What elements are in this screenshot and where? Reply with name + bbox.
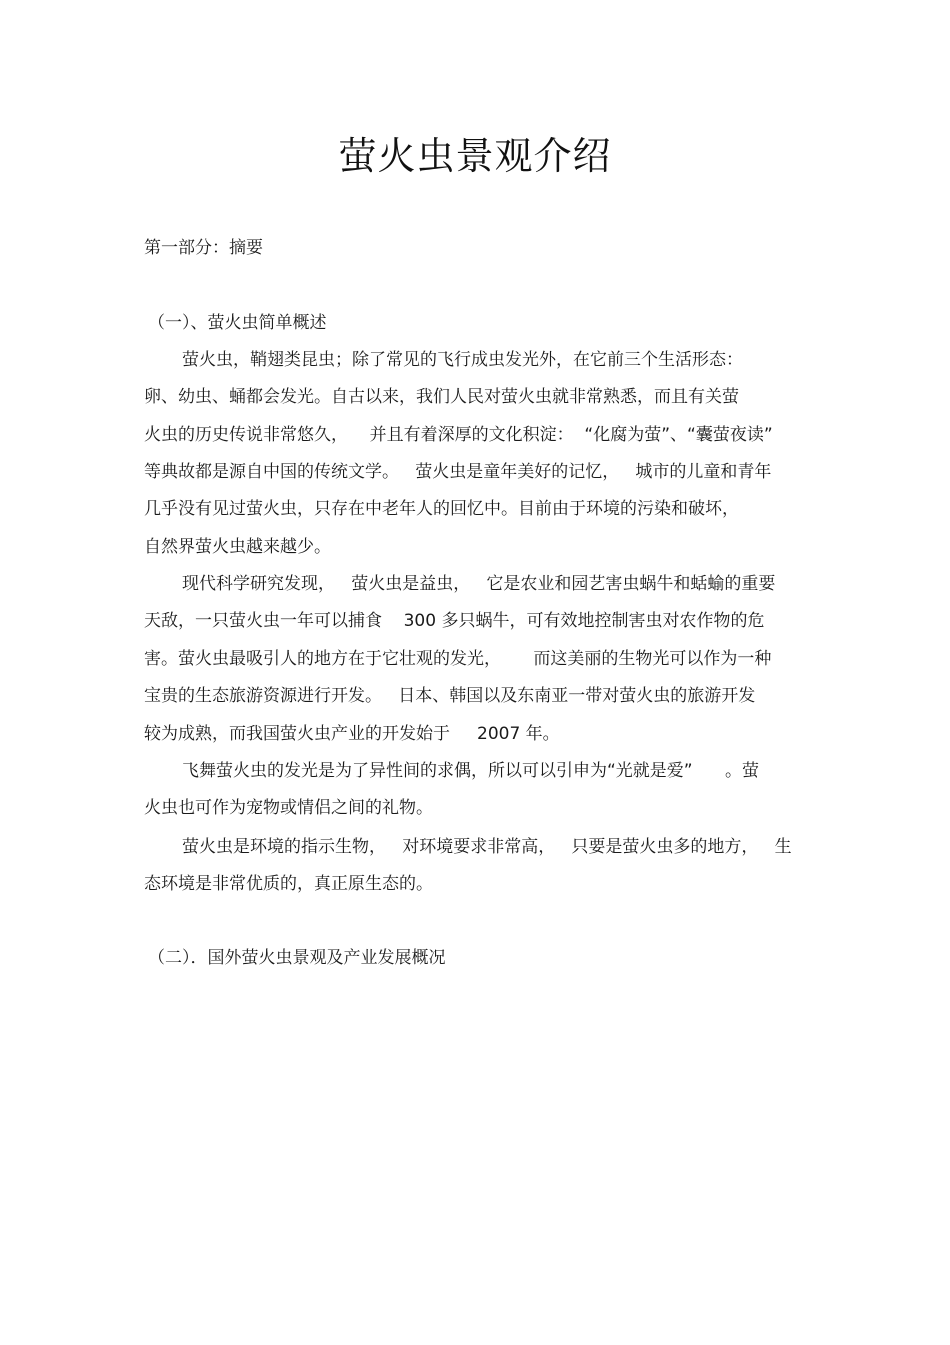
paragraph-line: 等典故都是源自中国的传统文学。 萤火虫是童年美好的记忆， 城市的儿童和青年	[144, 462, 772, 482]
paragraph-line: 自然界萤火虫越来越少。	[144, 537, 331, 557]
paragraph-line: 几乎没有见过萤火虫，只存在中老年人的回忆中。目前由于环境的污染和破坏，	[144, 499, 739, 519]
section-heading-1: （一）、萤火虫简单概述	[148, 313, 327, 333]
paragraph-line: 天敌，一只萤火虫一年可以捕食 300 多只蜗牛，可有效地控制害虫对农作物的危	[144, 611, 765, 631]
paragraph-line: 火虫的历史传说非常悠久， 并且有着深厚的文化积淀： “化腐为萤”、“囊萤夜读”	[144, 425, 773, 445]
paragraph-line: 火虫也可作为宠物或情侣之间的礼物。	[144, 798, 433, 818]
paragraph-line: 较为成熟，而我国萤火虫产业的开发始于 2007 年。	[144, 724, 560, 744]
paragraph-line: 萤火虫，鞘翅类昆虫；除了常见的飞行成虫发光外，在它前三个生活形态：	[182, 350, 743, 370]
part-heading: 第一部分：摘要	[144, 238, 263, 258]
paragraph-line: 卵、幼虫、蛹都会发光。自古以来，我们人民对萤火虫就非常熟悉，而且有关萤	[144, 387, 739, 407]
document-title: 萤火虫景观介绍	[338, 134, 612, 178]
section-heading-2: （二）．国外萤火虫景观及产业发展概况	[148, 948, 446, 968]
paragraph-line: 飞舞萤火虫的发光是为了异性间的求偶，所以可以引申为“光就是爱” 。萤	[182, 761, 760, 781]
paragraph-line: 态环境是非常优质的，真正原生态的。	[144, 874, 433, 894]
paragraph-line: 害。萤火虫最吸引人的地方在于它壮观的发光， 而这美丽的生物光可以作为一种	[144, 649, 772, 669]
paragraph-line: 宝贵的生态旅游资源进行开发。 日本、韩国以及东南亚一带对萤火虫的旅游开发	[144, 686, 756, 706]
paragraph-line: 现代科学研究发现， 萤火虫是益虫， 它是农业和园艺害虫蜗牛和蛞蝓的重要	[182, 574, 776, 594]
paragraph-line: 萤火虫是环境的指示生物， 对环境要求非常高， 只要是萤火虫多的地方， 生	[182, 837, 792, 857]
